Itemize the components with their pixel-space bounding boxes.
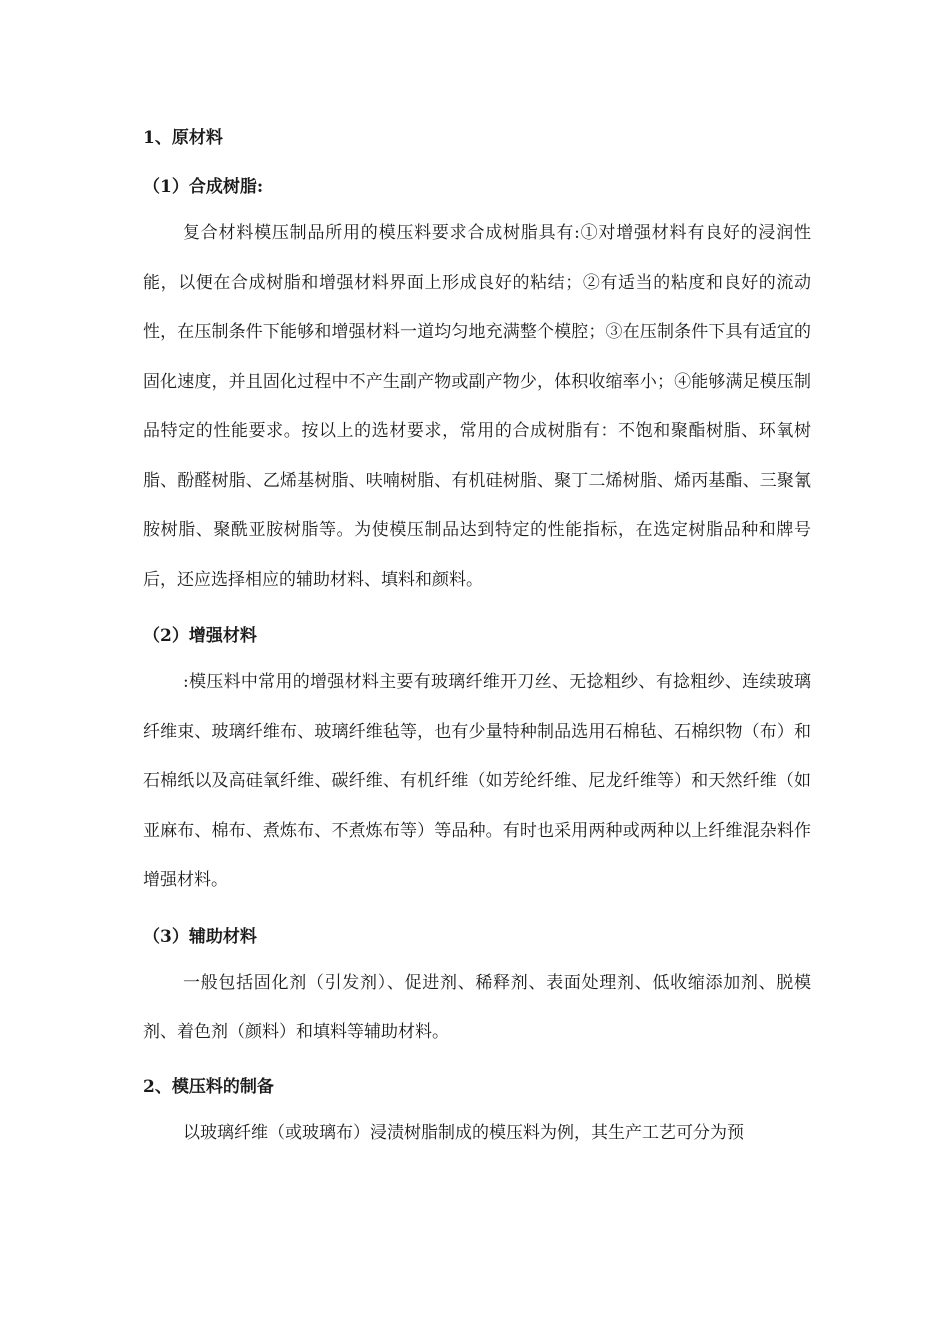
- subheading-synthetic-resin: （1）合成树脂:: [143, 177, 264, 197]
- paragraph-reinforcement-materials: :模压料中常用的增强材料主要有玻璃纤维开刀丝、无捻粗纱、有捻粗纱、连续玻璃纤维束、玻璃纤维布、玻璃纤维毡等，也有少量特种制品选用石棉毡、石棉织物（布）和石棉纸以及高硅氧纤维、碳纤维、有机纤维（如芳纶纤维、尼龙纤维等）和天然纤维（如亚麻布、棉布、煮炼布、不煮炼布等）等品种。有时也采用两种或两种以上纤维混杂料作增强材料。: [143, 672, 811, 890]
- paragraph-auxiliary-materials: 一般包括固化剂（引发剂）、促进剂、稀释剂、表面处理剂、低收缩添加剂、脱模剂、着色剂（颜料）和填料等辅助材料。: [143, 972, 811, 1042]
- subheading-reinforcement-materials: （2）增强材料: [143, 626, 257, 646]
- section-heading-raw-materials: 1、原材料: [143, 128, 223, 148]
- paragraph-molding-compound-preparation: 以玻璃纤维（或玻璃布）浸渍树脂制成的模压料为例，其生产工艺可分为预: [183, 1122, 744, 1143]
- paragraph-synthetic-resin: 复合材料模压制品所用的模压料要求合成树脂具有:①对增强材料有良好的浸润性能，以便在合成树脂和增强材料界面上形成良好的粘结；②有适当的粘度和良好的流动性，在压制条件下能够和增强材料一道均匀地充满整个模腔；③在压制条件下具有适宜的固化速度，并且固化过程中不产生副产物或副产物少，体积收缩率小；④能够满足模压制品特定的性能要求。按以上的选材要求，常用的合成树脂有：不饱和聚酯树脂、环氧树脂、酚醛树脂、乙烯基树脂、呋喃树脂、有机硅树脂、聚丁二烯树脂、烯丙基酯、三聚氰胺树脂、聚酰亚胺树脂等。为使模压制品达到特定的性能指标，在选定树脂品种和牌号后，还应选择相应的辅助材料、填料和颜料。: [143, 223, 811, 590]
- section-heading-molding-compound-preparation: 2、模压料的制备: [143, 1076, 274, 1097]
- subheading-auxiliary-materials: （3）辅助材料: [143, 926, 257, 947]
- document-body: [143, 121, 811, 1158]
